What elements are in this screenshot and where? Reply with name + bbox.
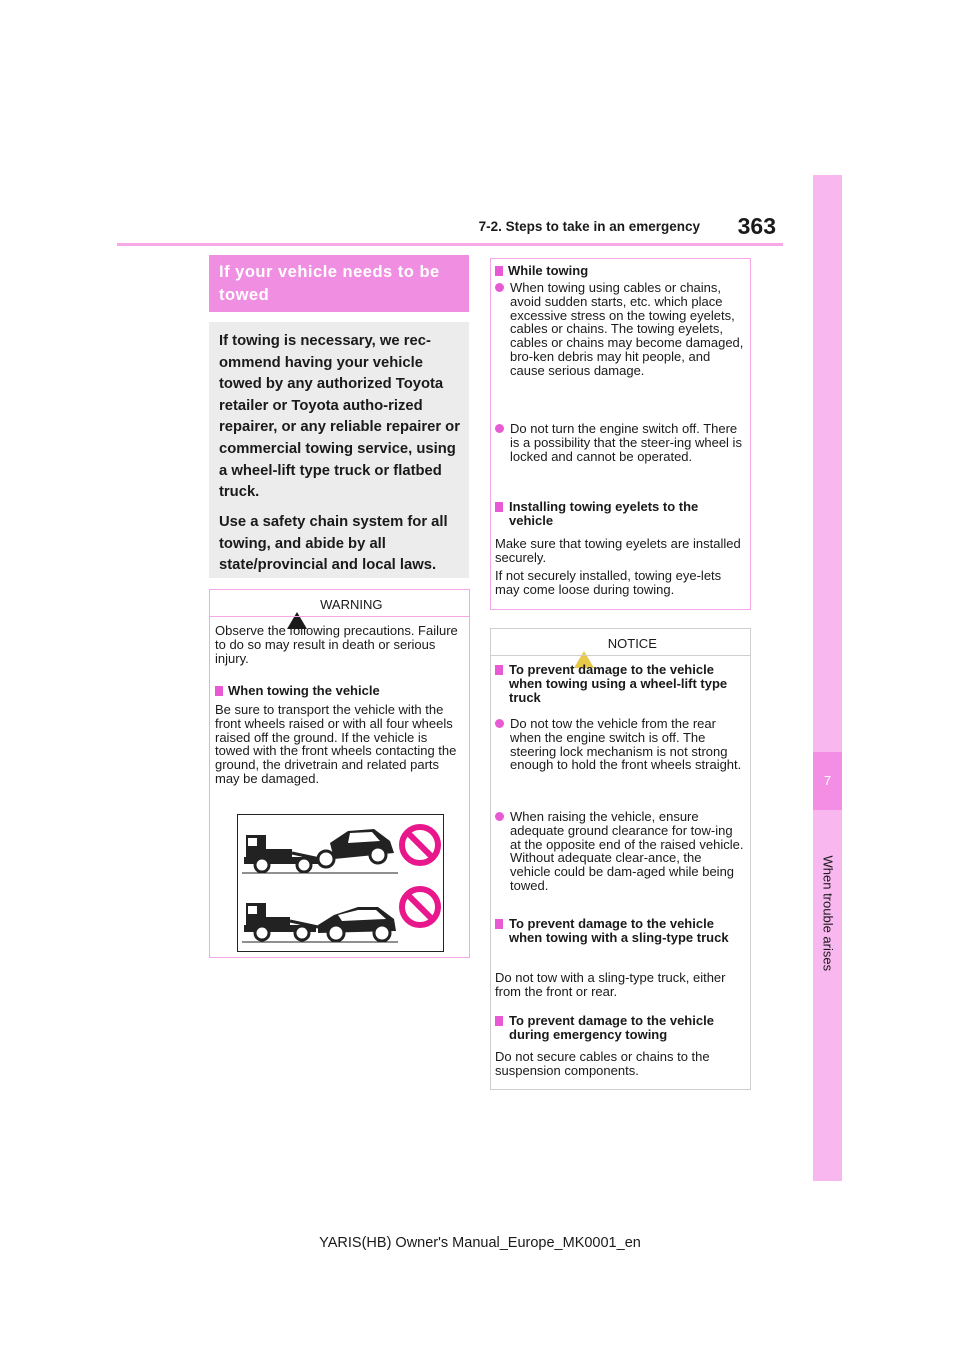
warning-triangle-icon (287, 597, 307, 614)
notice-header (491, 636, 750, 653)
intro-box (209, 322, 469, 578)
chapter-number: 7 (813, 752, 842, 810)
while-towing-bullet-2: Do not turn the engine switch off. There is a possibility that the steer-ing wheel is locked and cannot be operated. (510, 421, 742, 464)
notice-paragraph-emergency: Do not secure cables or chains to the suspension components. (495, 1049, 710, 1078)
caution-triangle-icon (574, 636, 594, 653)
intro-paragraph: If towing is necessary, we rec-ommend having your vehicle towed by any authorized Toyota retailer or Toyota autho-rized repairer, or any reliable repairer or commercial towing service, using a wheel-lift type truck or flatbed truck. (219, 333, 460, 501)
notice-bullet-rear-tow: Do not tow the vehicle from the rear when the engine switch is off. The steering lock mechanism is not strong enough to hold the front wheels straight. (510, 716, 742, 773)
round-bullet-icon (495, 717, 509, 731)
square-bullet-icon (495, 663, 509, 677)
towing-diagram-svg (238, 815, 443, 951)
square-bullet-icon (495, 917, 509, 931)
notice-title: NOTICE (607, 636, 657, 651)
header-divider (117, 243, 783, 246)
while-towing-heading-row (495, 264, 745, 278)
square-bullet-icon (495, 1014, 509, 1028)
square-bullet-icon (215, 686, 223, 696)
incorrect-tow-scene-1 (242, 827, 438, 873)
warning-subheading: When towing the vehicle (228, 683, 380, 698)
round-bullet-icon (495, 422, 509, 436)
chapter-label: When trouble arises (820, 855, 836, 972)
warning-body: Be sure to transport the vehicle with the front wheels raised or with all four wheels raised off the ground. If the vehicle is towed with the front wheels contacting the ground, the drivetrain and related parts may be damaged. (215, 702, 457, 786)
towing-eyelets-warning: If not securely installed, towing eye-lets may come loose during towing. (495, 568, 722, 597)
round-bullet-icon (495, 810, 509, 824)
warning-lead: Observe the following precautions. Failure to do so may result in death or serious injury. (215, 623, 458, 666)
page-number: 363 (737, 213, 776, 239)
notice-paragraph-sling: Do not tow with a sling-type truck, either from the front or rear. (495, 970, 726, 999)
chapter-side-tab (813, 175, 842, 1181)
towing-eyelets-body: Make sure that towing eyelets are installed securely. (495, 536, 741, 565)
while-towing-box (490, 258, 751, 610)
notice-heading-emergency: To prevent damage to the vehicle during emergency towing (509, 1013, 714, 1042)
notice-heading-sling: To prevent damage to the vehicle when towing with a sling-type truck (509, 916, 729, 945)
notice-bullet-ground-clearance: When raising the vehicle, ensure adequate ground clearance for tow-ing at the opposite end of the raised vehicle. Without adequate clear-ance, the vehicle could be dam-aged while being towed. (510, 809, 744, 893)
page-footer: YARIS(HB) Owner's Manual_Europe_MK0001_en (319, 1235, 641, 1251)
while-towing-bullet-1: When towing using cables or chains, avoid sudden starts, etc. which place excessive stress on the towing eyelets, cables or chains. The towing eyelets, cables or chains may become damaged, bro-ken debris may hit people, and cause serious damage. (510, 280, 744, 378)
towing-eyelets-heading: Installing towing eyelets to the vehicle (509, 499, 699, 528)
warning-divider (210, 616, 469, 617)
square-bullet-icon (495, 266, 503, 276)
notice-box (490, 628, 751, 1090)
section-title: 7-2. Steps to take in an emergency (478, 219, 700, 234)
intro-paragraph-safety: Use a safety chain system for all towing, and abide by all state/provincial and local laws. (219, 514, 448, 574)
warning-box (209, 589, 470, 958)
round-bullet-icon (495, 281, 509, 295)
incorrect-tow-scene-2 (242, 889, 438, 942)
notice-divider (491, 655, 750, 656)
warning-title: WARNING (320, 597, 383, 612)
warning-subheading-row (215, 684, 465, 698)
notice-heading-wheel-lift: To prevent damage to the vehicle when towing using a wheel-lift type truck (509, 662, 728, 705)
towing-illustration (237, 814, 444, 952)
while-towing-heading: While towing (508, 263, 589, 278)
section-heading: If your vehicle needs to be towed (219, 263, 440, 304)
square-bullet-icon (495, 500, 509, 514)
section-heading-box (209, 255, 469, 312)
